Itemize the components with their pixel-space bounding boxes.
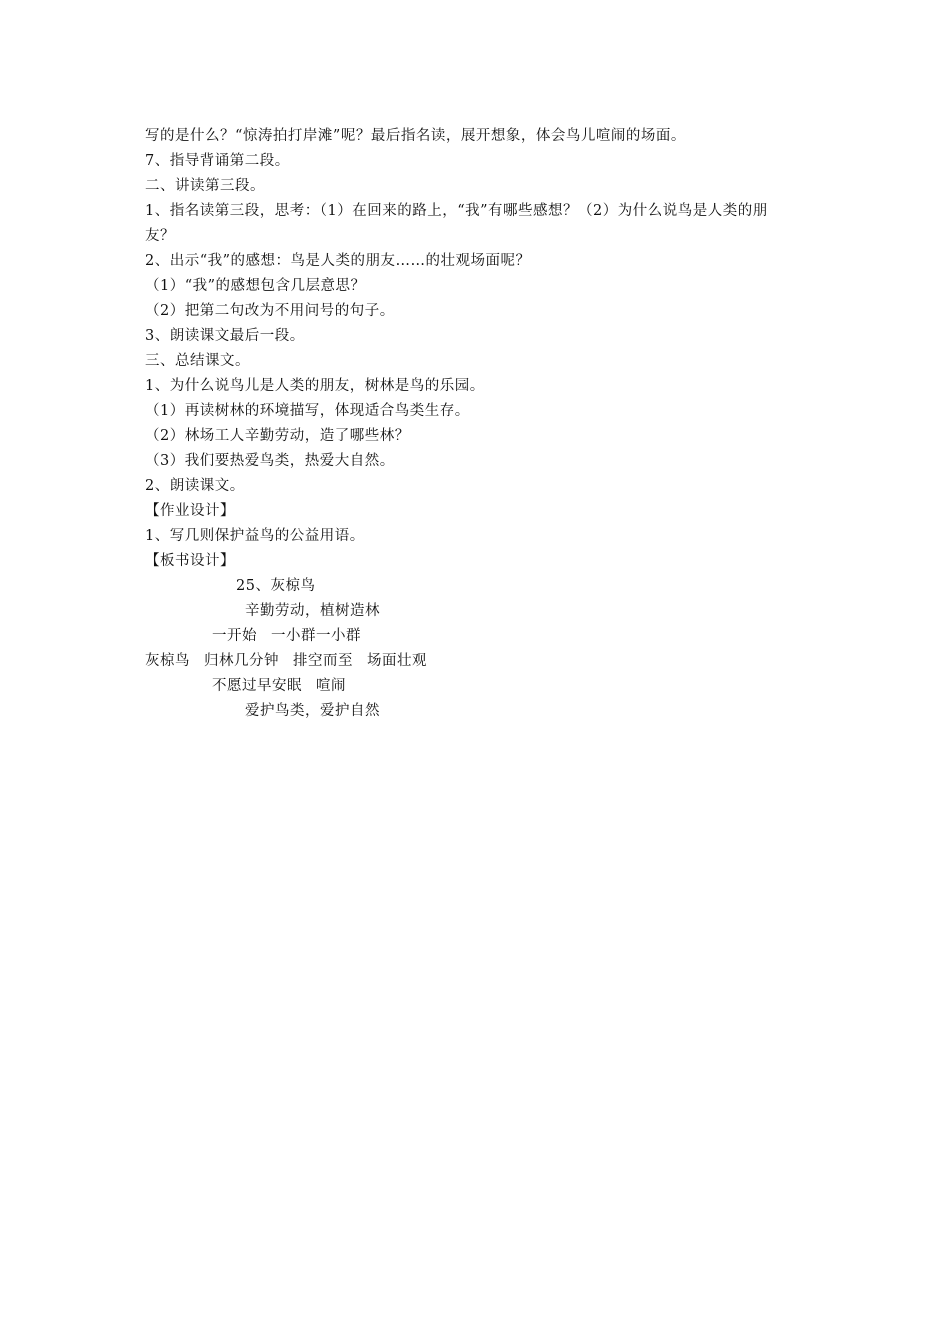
text-line: 友？	[145, 228, 175, 244]
section-heading: 二、讲读第三段。	[145, 178, 265, 194]
board-phrase: 场面壮观	[367, 653, 427, 669]
board-phrase: 归林几分钟	[204, 653, 279, 669]
board-line	[145, 624, 815, 649]
board-phrase: 喧闹	[316, 678, 346, 694]
board-line	[145, 674, 815, 699]
text-line: 7、指导背诵第二段。	[145, 153, 290, 169]
board-heading: 【板书设计】	[145, 553, 235, 569]
text-line: 2、朗读课文。	[145, 478, 245, 494]
text-line: 2、出示“我”的感想：鸟是人类的朋友……的壮观场面呢？	[145, 253, 531, 269]
board-line: 辛勤劳动，植树造林	[245, 603, 380, 619]
board-line	[145, 649, 815, 674]
homework-heading: 【作业设计】	[145, 503, 235, 519]
board-phrase: 不愿过早安眠	[212, 678, 302, 694]
text-line: 1、为什么说鸟儿是人类的朋友，树林是鸟的乐园。	[145, 378, 485, 394]
text-line: 写的是什么？“惊涛拍打岸滩”呢？最后指名读，展开想象，体会鸟儿喧闹的场面。	[145, 128, 686, 144]
text-line: 3、朗读课文最后一段。	[145, 328, 305, 344]
text-line: 1、写几则保护益鸟的公益用语。	[145, 528, 365, 544]
board-phrase: 一小群一小群	[271, 628, 361, 644]
document-body	[145, 124, 815, 724]
board-title: 25、灰椋鸟	[236, 578, 316, 594]
board-phrase: 灰椋鸟	[145, 653, 190, 669]
text-line: 1、指名读第三段，思考：（1）在回来的路上，“我”有哪些感想？（2）为什么说鸟是人类的朋	[145, 203, 768, 219]
section-heading: 三、总结课文。	[145, 353, 250, 369]
text-line: （1）“我”的感想包含几层意思？	[145, 278, 366, 294]
board-phrase: 排空而至	[293, 653, 353, 669]
board-line: 爱护鸟类，爱护自然	[245, 703, 380, 719]
board-phrase: 一开始	[212, 628, 257, 644]
board-design	[145, 574, 815, 724]
text-line: （2）把第二句改为不用问号的句子。	[145, 303, 395, 319]
text-line: （1）再读树林的环境描写，体现适合鸟类生存。	[145, 403, 470, 419]
text-line: （2）林场工人辛勤劳动，造了哪些林？	[145, 428, 410, 444]
text-line: （3）我们要热爱鸟类，热爱大自然。	[145, 453, 395, 469]
